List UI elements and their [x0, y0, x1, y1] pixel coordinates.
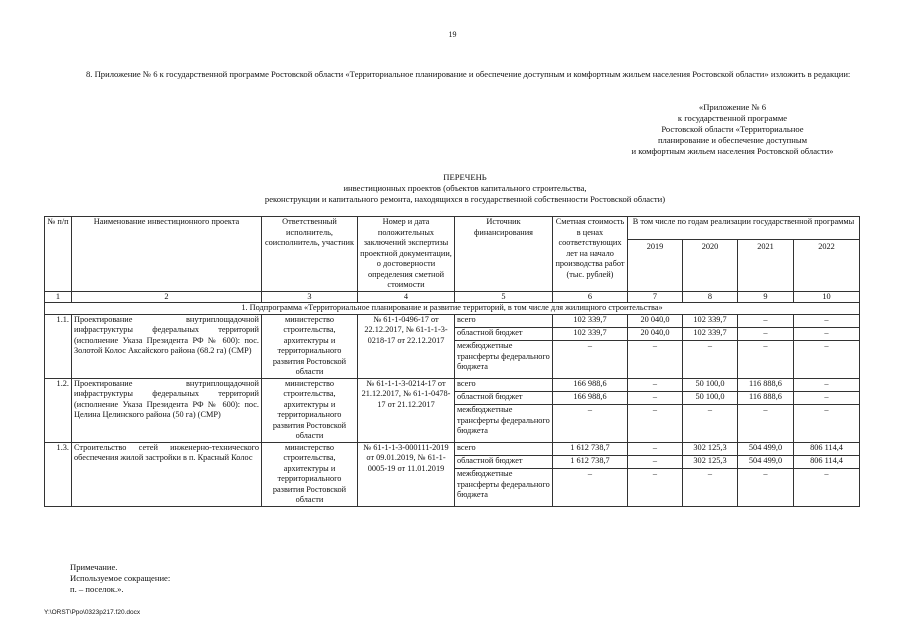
year-cell: 20 040,0	[628, 327, 683, 340]
project-name: Проектирование внутриплощадочной инфраструктуры федеральных территорий (исполнение Указа Президента РФ № 600): пос. Золотой Колос Аксайского района (68.2 га) (СМР)	[72, 314, 262, 378]
year-cell: –	[738, 341, 794, 379]
cost-cell: 1 612 738,7	[553, 455, 628, 468]
subprogram-row	[45, 303, 860, 315]
year-cell: –	[683, 469, 738, 507]
table-row	[45, 378, 860, 391]
column-number: 4	[358, 291, 455, 303]
project-expertise: № 61-1-1-3-000111-2019 от 09.01.2019, № 61-1-0005-19 от 11.01.2019	[358, 442, 455, 506]
table-row	[45, 314, 860, 327]
column-number: 2	[72, 291, 262, 303]
source-cell: всего	[455, 314, 553, 327]
column-number: 10	[794, 291, 860, 303]
header-years-group: В том числе по годам реализации государственной программы	[628, 217, 860, 240]
year-cell: 504 499,0	[738, 442, 794, 455]
cost-cell: –	[553, 469, 628, 507]
projects-table	[44, 216, 860, 507]
note-line: п. – поселок.».	[70, 584, 124, 594]
project-responsible: министерство строительства, архитектуры и территориального развития Ростовской области	[262, 378, 358, 442]
year-cell: –	[794, 327, 860, 340]
cost-cell: 1 612 738,7	[553, 442, 628, 455]
header-source: Источник финансирования	[455, 217, 553, 292]
year-cell: –	[628, 341, 683, 379]
column-number: 7	[628, 291, 683, 303]
year-cell: –	[794, 405, 860, 443]
year-cell: 504 499,0	[738, 455, 794, 468]
project-expertise: № 61-1-1-3-0214-17 от 21.12.2017, № 61-1-0478-17 от 21.12.2017	[358, 378, 455, 442]
year-cell: 102 339,7	[683, 314, 738, 327]
appendix-line: и комфортным жильем населения Ростовской области»	[631, 146, 834, 156]
year-cell: –	[628, 391, 683, 404]
year-cell: –	[738, 314, 794, 327]
document-title	[70, 172, 860, 205]
appendix-line: Ростовской области «Территориальное	[661, 124, 804, 134]
project-name: Проектирование внутриплощадочной инфраструктуры федеральных территорий (исполнение Указа Президента РФ № 600): пос. Целина Целинского района (50 га) (СМР)	[72, 378, 262, 442]
year-cell: 20 040,0	[628, 314, 683, 327]
title-line: ПЕРЕЧЕНЬ	[443, 172, 487, 182]
cost-cell: 102 339,7	[553, 327, 628, 340]
year-cell: –	[794, 378, 860, 391]
project-num: 1.1.	[45, 314, 72, 378]
appendix-line: к государственной программе	[677, 113, 788, 123]
column-number: 8	[683, 291, 738, 303]
source-cell: областной бюджет	[455, 327, 553, 340]
year-cell: –	[738, 327, 794, 340]
header-year-2021: 2021	[738, 240, 794, 292]
column-number: 9	[738, 291, 794, 303]
source-cell: всего	[455, 378, 553, 391]
appendix-line: «Приложение № 6	[698, 102, 767, 112]
column-number-row	[45, 291, 860, 303]
cost-cell: –	[553, 405, 628, 443]
cost-cell: 166 988,6	[553, 391, 628, 404]
year-cell: –	[628, 455, 683, 468]
project-responsible: министерство строительства, архитектуры и территориального развития Ростовской области	[262, 442, 358, 506]
year-cell: 116 888,6	[738, 391, 794, 404]
year-cell: –	[738, 469, 794, 507]
year-cell: –	[794, 314, 860, 327]
project-expertise: № 61-1-0496-17 от 22.12.2017, № 61-1-1-3-0218-17 от 22.12.2017	[358, 314, 455, 378]
year-cell: 50 100,0	[683, 378, 738, 391]
cost-cell: 166 988,6	[553, 378, 628, 391]
source-cell: межбюджетные трансферты федерального бюджета	[455, 469, 553, 507]
year-cell: –	[794, 469, 860, 507]
year-cell: 102 339,7	[683, 327, 738, 340]
page-number: 19	[448, 30, 457, 39]
intro-paragraph: 8. Приложение № 6 к государственной программе Ростовской области «Территориальное планирование и обеспечение доступным и комфортным жильем населения Ростовской области» изложить в редакции:	[86, 69, 851, 79]
project-num: 1.2.	[45, 378, 72, 442]
source-cell: областной бюджет	[455, 455, 553, 468]
source-cell: всего	[455, 442, 553, 455]
cost-cell: 102 339,7	[553, 314, 628, 327]
subprogram-title: 1. Подпрограмма «Территориальное планирование и развитие территорий, в том числе для жилищного строительства»	[45, 303, 860, 315]
year-cell: –	[683, 405, 738, 443]
year-cell: –	[628, 442, 683, 455]
appendix-line: планирование и обеспечение доступным	[657, 135, 808, 145]
year-cell: 50 100,0	[683, 391, 738, 404]
header-responsible: Ответственный исполнитель, соисполнитель, участник	[262, 217, 358, 292]
source-cell: областной бюджет	[455, 391, 553, 404]
source-cell: межбюджетные трансферты федерального бюджета	[455, 405, 553, 443]
column-number: 3	[262, 291, 358, 303]
column-number: 5	[455, 291, 553, 303]
year-cell: 806 114,4	[794, 455, 860, 468]
year-cell: –	[794, 391, 860, 404]
year-cell: 302 125,3	[683, 455, 738, 468]
year-cell: –	[628, 405, 683, 443]
project-name: Строительство сетей инженерно-технического обеспечения жилой застройки в п. Красный Колос	[72, 442, 262, 506]
note-line: Используемое сокращение:	[70, 573, 171, 583]
table-row	[45, 442, 860, 455]
header-name: Наименование инвестиционного проекта	[72, 217, 262, 292]
year-cell: –	[683, 341, 738, 379]
source-cell: межбюджетные трансферты федерального бюджета	[455, 341, 553, 379]
header-year-2022: 2022	[794, 240, 860, 292]
year-cell: –	[628, 469, 683, 507]
title-line: инвестиционных проектов (объектов капитального строительства,	[343, 183, 587, 193]
cost-cell: –	[553, 341, 628, 379]
column-number: 1	[45, 291, 72, 303]
notes	[70, 562, 170, 595]
appendix-heading	[590, 102, 875, 157]
year-cell: 806 114,4	[794, 442, 860, 455]
year-cell: –	[738, 405, 794, 443]
file-path-footer: Y:\ORST\Ppo\0323p217.f20.docx	[44, 609, 141, 616]
header-num: № п/п	[45, 217, 72, 292]
column-number: 6	[553, 291, 628, 303]
project-responsible: министерство строительства, архитектуры и территориального развития Ростовской области	[262, 314, 358, 378]
header-expertise: Номер и дата положительных заключений экспертизы проектной документации, о достоверности определения сметной стоимости	[358, 217, 455, 292]
year-cell: –	[628, 378, 683, 391]
year-cell: 116 888,6	[738, 378, 794, 391]
header-row	[45, 217, 860, 240]
project-num: 1.3.	[45, 442, 72, 506]
header-year-2019: 2019	[628, 240, 683, 292]
year-cell: 302 125,3	[683, 442, 738, 455]
note-line: Примечание.	[70, 562, 118, 572]
header-year-2020: 2020	[683, 240, 738, 292]
year-cell: –	[794, 341, 860, 379]
title-line: реконструкции и капитального ремонта, находящихся в государственной собственности Ростовской области)	[264, 194, 666, 204]
header-cost: Сметная стоимость в ценах соответствующих лет на начало производства работ (тыс. рублей)	[553, 217, 628, 292]
